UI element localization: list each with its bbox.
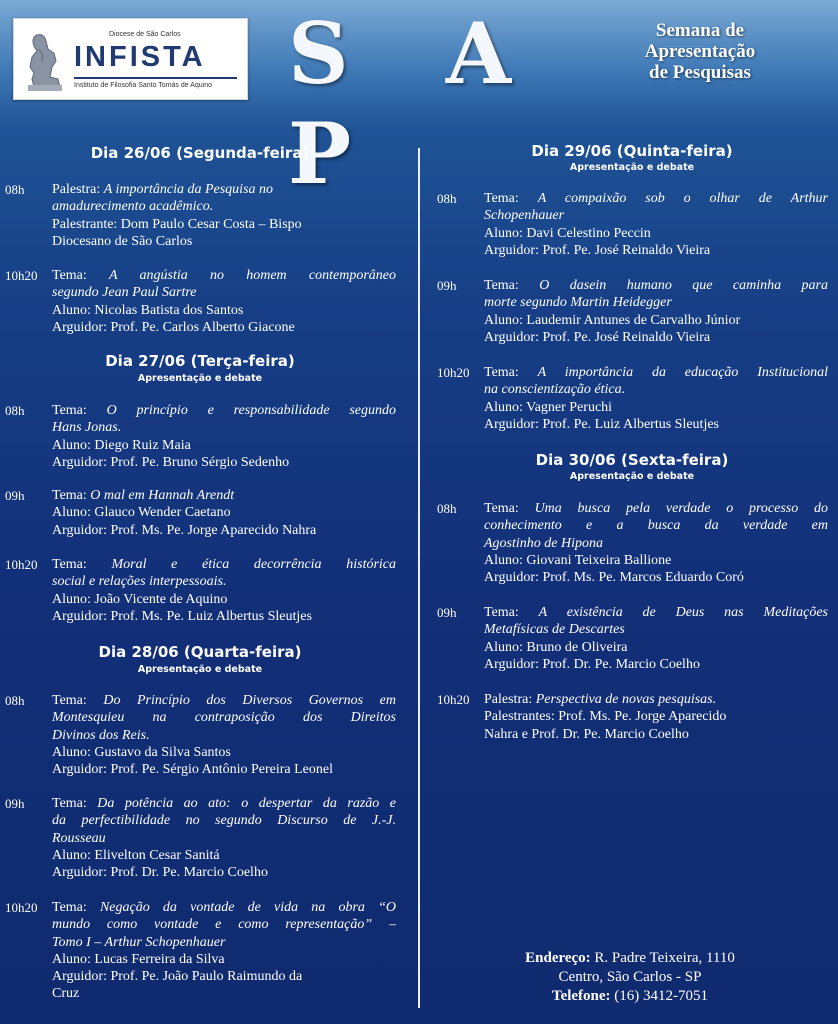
entry-detail: Palestrantes: Prof. Ms. Pe. Jorge Aparecido bbox=[484, 709, 727, 725]
entry-line bbox=[52, 504, 396, 521]
entry-body bbox=[52, 181, 396, 250]
day-subheading: Apresentação e debate bbox=[569, 471, 695, 482]
entry-line bbox=[52, 487, 396, 504]
entry-line bbox=[52, 727, 396, 744]
entry-line bbox=[484, 364, 828, 381]
entry-detail: Arguidor: Prof. Pe. João Paulo Raimundo da bbox=[52, 969, 303, 985]
entry-line bbox=[484, 517, 828, 534]
entry-label: Tema: bbox=[52, 557, 112, 572]
entry-time: 10h20 bbox=[5, 268, 38, 283]
entry-line bbox=[484, 329, 828, 346]
entry-line bbox=[52, 761, 396, 778]
entry-line bbox=[484, 621, 828, 638]
entry-label: Tema: bbox=[484, 501, 535, 516]
entry-detail: Aluno: Glauco Wender Caetano bbox=[52, 505, 231, 521]
entry-detail: Aluno: Giovani Teixeira Ballione bbox=[484, 552, 672, 568]
entry-topic: Metafísicas de Descartes bbox=[484, 622, 625, 638]
entry-topic: Da potência ao ato: o despertar da razão e bbox=[97, 796, 396, 811]
entry-detail: Arguidor: Prof. Pe. Bruno Sérgio Sedenho bbox=[52, 454, 290, 470]
entry-label: Palestra: bbox=[484, 692, 536, 707]
entry-topic: na conscientização ética. bbox=[484, 382, 626, 398]
entry-time: 09h bbox=[437, 605, 457, 620]
event-subtitle-line: de Pesquisas bbox=[649, 62, 751, 83]
entry-topic: conhecimento e a busca da verdade em bbox=[484, 518, 828, 534]
entry-line bbox=[484, 242, 828, 259]
entry-topic: A importância da educação Institucional bbox=[537, 365, 828, 380]
entry-topic: Montesquieu na contraposição dos Direitos bbox=[52, 710, 396, 726]
entry-time: 09h bbox=[437, 278, 457, 293]
entry-body bbox=[52, 692, 396, 778]
entry-line bbox=[484, 294, 828, 311]
entry-body bbox=[484, 604, 828, 673]
entry-line bbox=[484, 399, 828, 416]
entry-line bbox=[484, 500, 828, 517]
contact-info bbox=[470, 949, 790, 1006]
entry-line bbox=[52, 437, 396, 454]
entry-line bbox=[52, 709, 396, 726]
phone-label: Telefone: bbox=[551, 988, 611, 1004]
address-line bbox=[470, 949, 790, 968]
entry-line bbox=[484, 225, 828, 242]
entry-line bbox=[484, 190, 828, 207]
entry-line bbox=[484, 691, 828, 708]
entry-body bbox=[484, 190, 828, 259]
entry-time: 09h bbox=[5, 796, 25, 811]
entry-label: Tema: bbox=[52, 268, 110, 283]
phone-value: (16) 3412-7051 bbox=[610, 988, 709, 1004]
entry-detail: Arguidor: Prof. Pe. Sérgio Antônio Pereira Leonel bbox=[52, 762, 333, 778]
entry-line bbox=[52, 402, 396, 419]
entry-line bbox=[52, 522, 396, 539]
entry-topic: Perspectiva de novas pesquisas. bbox=[535, 692, 717, 707]
day-heading: Dia 26/06 (Segunda-feira) bbox=[90, 144, 310, 162]
entry-line bbox=[52, 591, 396, 608]
entry-detail: Aluno: Gustavo da Silva Santos bbox=[52, 744, 231, 760]
entry-line bbox=[52, 233, 396, 250]
entry-label: Tema: bbox=[52, 693, 104, 708]
entry-topic: morte segundo Martin Heidegger bbox=[484, 295, 672, 311]
entry-body bbox=[484, 500, 828, 586]
entry-topic: Hans Jonas. bbox=[52, 420, 122, 436]
infista-logo bbox=[13, 18, 248, 100]
entry-body bbox=[52, 899, 396, 1003]
entry-topic: Uma busca pela verdade o processo do bbox=[534, 501, 829, 516]
entry-line bbox=[52, 319, 396, 336]
entry-detail: Aluno: Laudemir Antunes de Carvalho Júnior bbox=[484, 312, 741, 328]
day-heading: Dia 29/06 (Quinta-feira) bbox=[531, 142, 733, 160]
entry-body bbox=[484, 277, 828, 346]
phone-line bbox=[470, 987, 790, 1006]
entry-detail: Arguidor: Prof. Dr. Pe. Marcio Coelho bbox=[52, 865, 268, 881]
entry-detail: Palestrante: Dom Paulo Cesar Costa – Bispo bbox=[52, 216, 302, 232]
day-subheading: Apresentação e debate bbox=[137, 373, 263, 384]
entry-detail: Aluno: Bruno de Oliveira bbox=[484, 639, 628, 655]
entry-detail: Diocesano de São Carlos bbox=[52, 233, 193, 249]
entry-topic: Agostinho de Hipona bbox=[484, 535, 603, 551]
entry-line bbox=[484, 552, 828, 569]
entry-line bbox=[484, 277, 828, 294]
logo-name: INFISTA bbox=[74, 41, 206, 73]
entry-body bbox=[484, 364, 828, 433]
entry-topic: A existência de Deus nas Meditações bbox=[538, 605, 828, 620]
entry-body bbox=[52, 267, 396, 336]
entry-line bbox=[484, 569, 828, 586]
entry-line bbox=[52, 830, 396, 847]
entry-topic: O princípio e responsabilidade segundo bbox=[106, 403, 396, 418]
entry-time: 10h20 bbox=[437, 365, 470, 380]
entry-line bbox=[52, 864, 396, 881]
entry-line bbox=[52, 692, 396, 709]
entry-line bbox=[484, 312, 828, 329]
entry-line bbox=[52, 985, 396, 1002]
day-subheading: Apresentação e debate bbox=[569, 162, 695, 173]
address-city: Centro, São Carlos - SP bbox=[558, 969, 702, 985]
entry-time: 08h bbox=[5, 693, 25, 708]
entry-detail: Arguidor: Prof. Pe. José Reinaldo Vieira bbox=[484, 242, 711, 258]
entry-detail: Aluno: Vagner Peruchi bbox=[484, 399, 613, 415]
entry-line bbox=[484, 535, 828, 552]
entry-time: 08h bbox=[5, 403, 25, 418]
entry-label: Palestra: bbox=[52, 182, 104, 197]
logo-subtitle: Instituto de Filosofia Santo Tomás de Aquino bbox=[74, 82, 213, 89]
entry-detail: Arguidor: Prof. Pe. Luiz Albertus Sleutjes bbox=[484, 416, 719, 432]
entry-topic: A compaixão sob o olhar de Arthur bbox=[537, 191, 829, 206]
entry-time: 08h bbox=[437, 501, 457, 516]
page-title: S A P bbox=[288, 4, 546, 203]
entry-line bbox=[52, 812, 396, 829]
entry-body bbox=[484, 691, 828, 743]
day-heading: Dia 30/06 (Sexta-feira) bbox=[535, 451, 729, 469]
entry-line bbox=[484, 207, 828, 224]
entry-detail: Cruz bbox=[52, 986, 80, 1002]
entry-label: Tema: bbox=[52, 403, 107, 418]
entry-topic: A angústia no homem contemporâneo bbox=[109, 268, 396, 283]
logo-diocese: Diocese de São Carlos bbox=[109, 31, 181, 38]
event-subtitle-line: Apresentação bbox=[644, 41, 756, 62]
entry-topic: O dasein humano que caminha para bbox=[539, 278, 829, 293]
entry-line bbox=[52, 847, 396, 864]
entry-detail: Arguidor: Prof. Pe. José Reinaldo Vieira bbox=[484, 329, 711, 345]
entry-line bbox=[52, 198, 396, 215]
entry-label: Tema: bbox=[484, 191, 538, 206]
entry-body bbox=[52, 556, 396, 625]
entry-body bbox=[52, 402, 396, 471]
entry-time: 09h bbox=[5, 488, 25, 503]
entry-topic: Do Princípio dos Diversos Governos em bbox=[103, 693, 396, 708]
entry-line bbox=[52, 916, 396, 933]
entry-line bbox=[52, 302, 396, 319]
address-label: Endereço: bbox=[525, 950, 591, 966]
entry-line bbox=[484, 708, 828, 725]
entry-line bbox=[52, 454, 396, 471]
event-subtitle bbox=[605, 20, 795, 83]
entry-topic: da perfectibilidade no segundo Discurso de J.-J. bbox=[52, 813, 396, 829]
entry-line bbox=[52, 419, 396, 436]
entry-topic: O mal em Hannah Arendt bbox=[90, 488, 235, 503]
entry-topic: A importância da Pesquisa no bbox=[103, 182, 274, 197]
entry-detail: Aluno: Davi Celestino Peccin bbox=[484, 225, 651, 241]
entry-line bbox=[484, 416, 828, 433]
entry-time: 08h bbox=[5, 182, 25, 197]
entry-line bbox=[484, 726, 828, 743]
entry-line bbox=[52, 951, 396, 968]
entry-time: 10h20 bbox=[5, 557, 38, 572]
entry-topic: segundo Jean Paul Sartre bbox=[52, 285, 197, 301]
entry-topic: mundo como vontade e como representação” – bbox=[52, 917, 396, 933]
entry-label: Tema: bbox=[484, 278, 540, 293]
entry-topic: Negação da vontade de vida na obra “O bbox=[99, 900, 396, 915]
day-heading: Dia 27/06 (Terça-feira) bbox=[105, 352, 295, 370]
day-heading: Dia 28/06 (Quarta-feira) bbox=[98, 643, 302, 661]
entry-topic: social e relações interpessoais. bbox=[52, 574, 227, 590]
entry-time: 10h20 bbox=[437, 692, 470, 707]
entry-detail: Arguidor: Prof. Dr. Pe. Marcio Coelho bbox=[484, 656, 700, 672]
entry-detail: Aluno: Diego Ruiz Maia bbox=[52, 437, 191, 453]
entry-detail: Aluno: Nicolas Batista dos Santos bbox=[52, 302, 244, 318]
logo-rule bbox=[74, 77, 237, 79]
entry-detail: Arguidor: Prof. Ms. Pe. Marcos Eduardo Coró bbox=[484, 570, 744, 586]
entry-detail: Aluno: Lucas Ferreira da Silva bbox=[52, 951, 225, 967]
entry-line bbox=[52, 968, 396, 985]
entry-line bbox=[52, 899, 396, 916]
entry-line bbox=[52, 795, 396, 812]
entry-line bbox=[52, 181, 396, 198]
entry-line bbox=[52, 284, 396, 301]
entry-line bbox=[484, 639, 828, 656]
entry-line bbox=[484, 381, 828, 398]
event-subtitle-line: Semana de bbox=[655, 20, 745, 41]
entry-line bbox=[52, 608, 396, 625]
entry-time: 10h20 bbox=[5, 900, 38, 915]
entry-topic: Tomo I – Arthur Schopenhauer bbox=[52, 934, 226, 950]
entry-line bbox=[52, 556, 396, 573]
entry-label: Tema: bbox=[52, 900, 100, 915]
entry-label: Tema: bbox=[52, 488, 91, 503]
entry-body bbox=[52, 487, 396, 539]
entry-topic: amadurecimento acadêmico. bbox=[52, 199, 214, 215]
entry-detail: Nahra e Prof. Dr. Pe. Marcio Coelho bbox=[484, 726, 689, 742]
entry-line bbox=[484, 656, 828, 673]
entry-line bbox=[52, 267, 396, 284]
entry-line bbox=[484, 604, 828, 621]
entry-topic: Moral e ética decorrência histórica bbox=[111, 557, 397, 572]
entry-topic: Schopenhauer bbox=[484, 208, 565, 224]
day-subheading: Apresentação e debate bbox=[137, 664, 263, 675]
thinker-statue-icon bbox=[20, 27, 66, 93]
entry-detail: Arguidor: Prof. Ms. Pe. Luiz Albertus Sleutjes bbox=[52, 608, 312, 624]
entry-detail: Arguidor: Prof. Pe. Carlos Alberto Giacone bbox=[52, 319, 295, 335]
entry-label: Tema: bbox=[52, 796, 98, 811]
entry-line bbox=[52, 216, 396, 233]
entry-line bbox=[52, 744, 396, 761]
address-value: R. Padre Teixeira, 1110 bbox=[590, 950, 735, 966]
entry-time: 08h bbox=[437, 191, 457, 206]
entry-detail: Aluno: Elivelton Cesar Sanitá bbox=[52, 847, 220, 863]
entry-line bbox=[52, 934, 396, 951]
entry-topic: Divinos dos Reis. bbox=[52, 727, 150, 743]
entry-topic: Rousseau bbox=[52, 830, 106, 846]
entry-label: Tema: bbox=[484, 365, 538, 380]
entry-detail: Aluno: João Vicente de Aquino bbox=[52, 591, 228, 607]
entry-line bbox=[52, 573, 396, 590]
entry-detail: Arguidor: Prof. Ms. Pe. Jorge Aparecido Nahra bbox=[52, 522, 317, 538]
column-divider bbox=[418, 148, 420, 1008]
entry-body bbox=[52, 795, 396, 881]
entry-label: Tema: bbox=[484, 605, 539, 620]
